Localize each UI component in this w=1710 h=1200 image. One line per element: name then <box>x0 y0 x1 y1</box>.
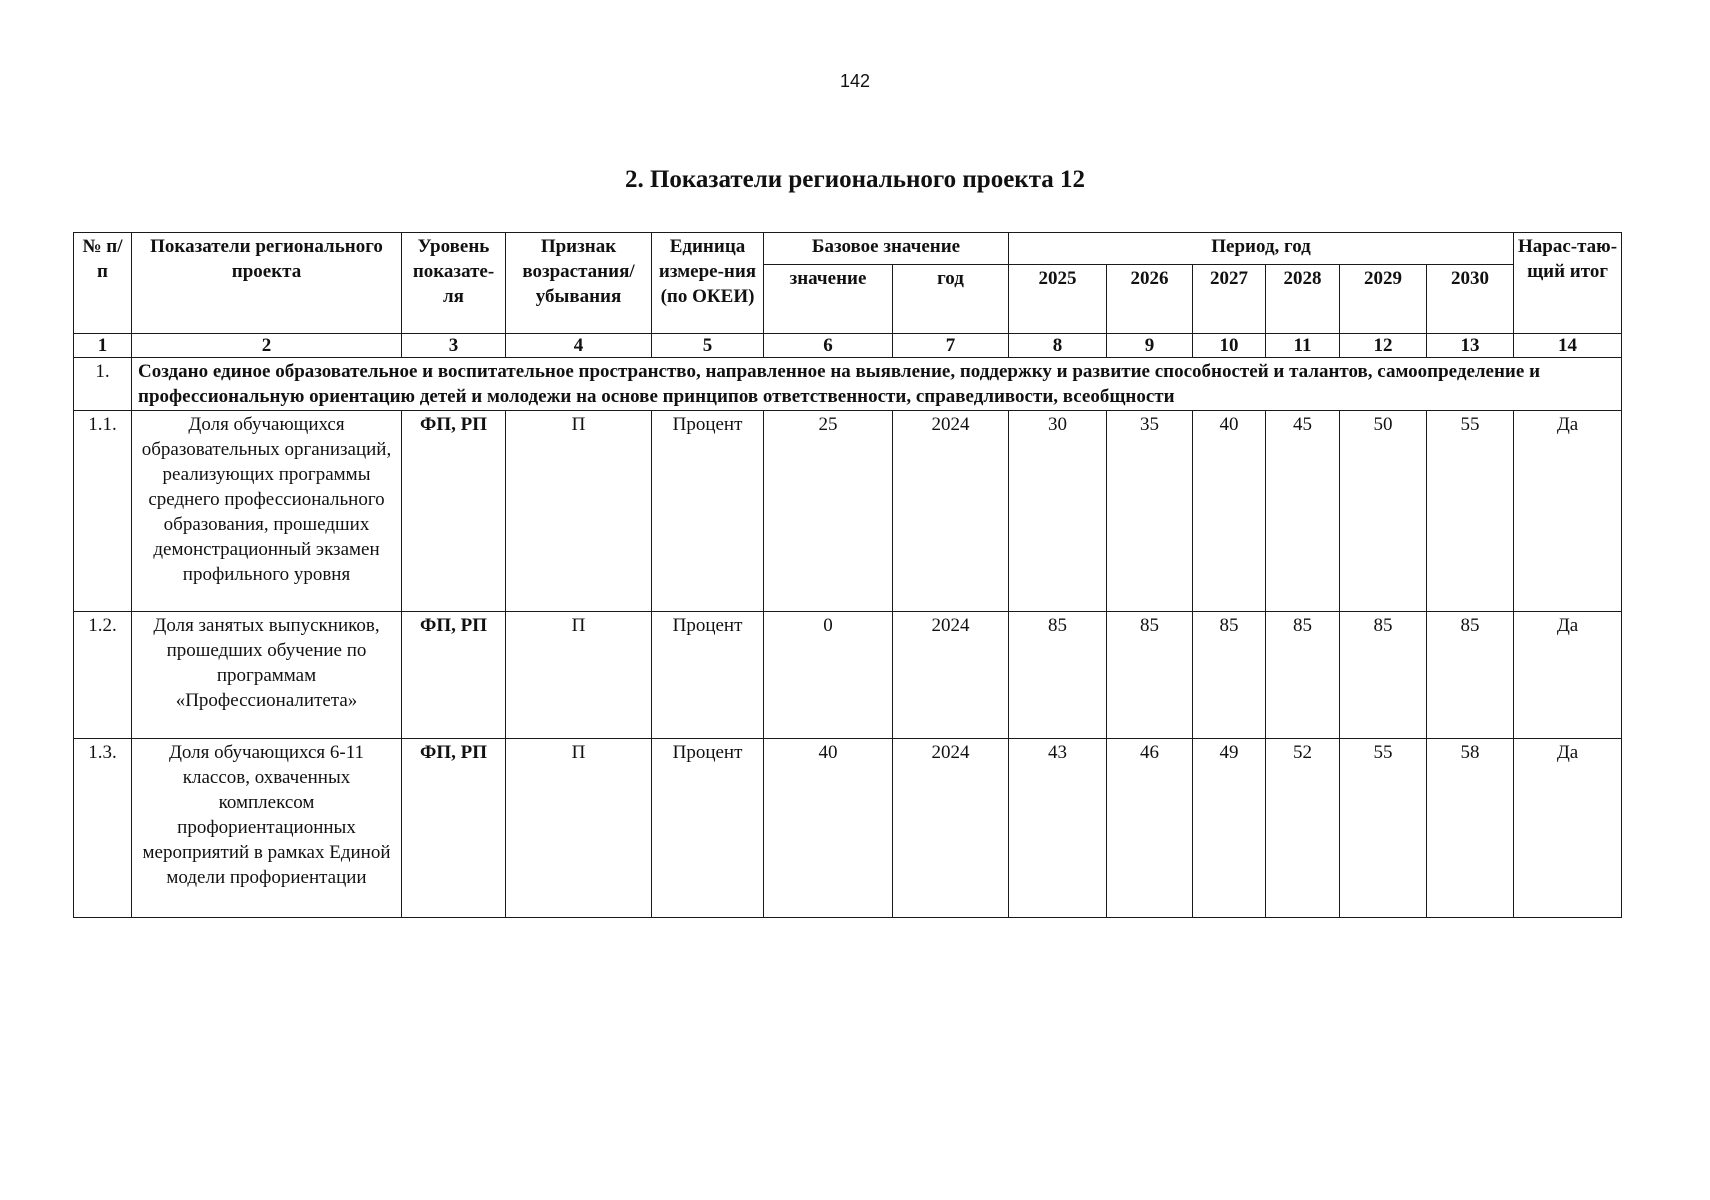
period-value: 35 <box>1107 411 1193 612</box>
header-base: Базовое значение <box>764 233 1009 265</box>
period-value: 50 <box>1340 411 1427 612</box>
period-value: 85 <box>1193 612 1266 739</box>
header-year: 2025 <box>1009 265 1107 334</box>
column-number: 7 <box>893 334 1009 358</box>
cumulative-flag: Да <box>1514 411 1622 612</box>
table-row <box>74 739 1622 918</box>
column-number: 13 <box>1427 334 1514 358</box>
column-number: 1 <box>74 334 132 358</box>
cumulative-flag: Да <box>1514 739 1622 918</box>
header-level: Уровень показате-ля <box>402 233 506 334</box>
header-year: 2028 <box>1266 265 1340 334</box>
table-row <box>74 411 1622 612</box>
period-value: 58 <box>1427 739 1514 918</box>
header-cumulative: Нарас-таю-щий итог <box>1514 233 1622 334</box>
column-number: 6 <box>764 334 893 358</box>
period-value: 85 <box>1340 612 1427 739</box>
period-value: 40 <box>1193 411 1266 612</box>
column-number: 5 <box>652 334 764 358</box>
table-row <box>74 612 1622 739</box>
indicator-sign: П <box>506 411 652 612</box>
column-number-row <box>74 334 1622 358</box>
column-number: 12 <box>1340 334 1427 358</box>
column-number: 2 <box>132 334 402 358</box>
header-year: 2026 <box>1107 265 1193 334</box>
indicator-name: Доля обучающихся образовательных организаций, реализующих программы среднего профессионального образования, прошедших демонстрационный экзамен профильного уровня <box>132 411 402 612</box>
header-row-top <box>74 233 1622 265</box>
page-title: 2. Показатели регионального проекта 12 <box>624 166 1086 193</box>
period-value: 49 <box>1193 739 1266 918</box>
base-year: 2024 <box>893 411 1009 612</box>
column-number: 8 <box>1009 334 1107 358</box>
row-number: 1.1. <box>74 411 132 612</box>
period-value: 85 <box>1107 612 1193 739</box>
row-number: 1.2. <box>74 612 132 739</box>
period-value: 30 <box>1009 411 1107 612</box>
period-value: 85 <box>1427 612 1514 739</box>
column-number: 14 <box>1514 334 1622 358</box>
section-title: Создано единое образовательное и воспитательное пространство, направленное на выявление, поддержку и развитие способностей и талантов, самоопределение и профессиональную ориентацию детей и молодежи на основе принципов ответственности, справедливости, всеобщности <box>132 358 1622 411</box>
header-base-value: значение <box>764 265 893 334</box>
period-value: 85 <box>1009 612 1107 739</box>
period-value: 52 <box>1266 739 1340 918</box>
indicator-name: Доля занятых выпускников, прошедших обучение по программам «Профессионалитета» <box>132 612 402 739</box>
base-year: 2024 <box>893 612 1009 739</box>
indicator-name: Доля обучающихся 6-11 классов, охваченных комплексом профориентационных мероприятий в рамках Единой модели профориентации <box>132 739 402 918</box>
header-no: № п/п <box>74 233 132 334</box>
period-value: 43 <box>1009 739 1107 918</box>
period-value: 55 <box>1340 739 1427 918</box>
base-value: 0 <box>764 612 893 739</box>
header-sign: Признак возрастания/ убывания <box>506 233 652 334</box>
indicator-unit: Процент <box>652 612 764 739</box>
base-value: 40 <box>764 739 893 918</box>
column-number: 3 <box>402 334 506 358</box>
row-number: 1.3. <box>74 739 132 918</box>
column-number: 4 <box>506 334 652 358</box>
header-year: 2029 <box>1340 265 1427 334</box>
column-number: 9 <box>1107 334 1193 358</box>
section-row <box>74 358 1622 411</box>
period-value: 55 <box>1427 411 1514 612</box>
header-indicator: Показатели регионального проекта <box>132 233 402 334</box>
period-value: 45 <box>1266 411 1340 612</box>
column-number: 10 <box>1193 334 1266 358</box>
indicator-level: ФП, РП <box>402 612 506 739</box>
page-number: 142 <box>839 71 871 91</box>
base-value: 25 <box>764 411 893 612</box>
indicator-level: ФП, РП <box>402 411 506 612</box>
column-number: 11 <box>1266 334 1340 358</box>
section-number: 1. <box>74 358 132 411</box>
header-year: 2027 <box>1193 265 1266 334</box>
header-base-year: год <box>893 265 1009 334</box>
header-period: Период, год <box>1009 233 1514 265</box>
indicator-sign: П <box>506 612 652 739</box>
indicator-unit: Процент <box>652 411 764 612</box>
base-year: 2024 <box>893 739 1009 918</box>
indicators-table <box>73 232 1622 918</box>
header-year: 2030 <box>1427 265 1514 334</box>
indicator-level: ФП, РП <box>402 739 506 918</box>
cumulative-flag: Да <box>1514 612 1622 739</box>
period-value: 85 <box>1266 612 1340 739</box>
indicator-unit: Процент <box>652 739 764 918</box>
header-unit: Единица измере-ния (по ОКЕИ) <box>652 233 764 334</box>
period-value: 46 <box>1107 739 1193 918</box>
indicator-sign: П <box>506 739 652 918</box>
